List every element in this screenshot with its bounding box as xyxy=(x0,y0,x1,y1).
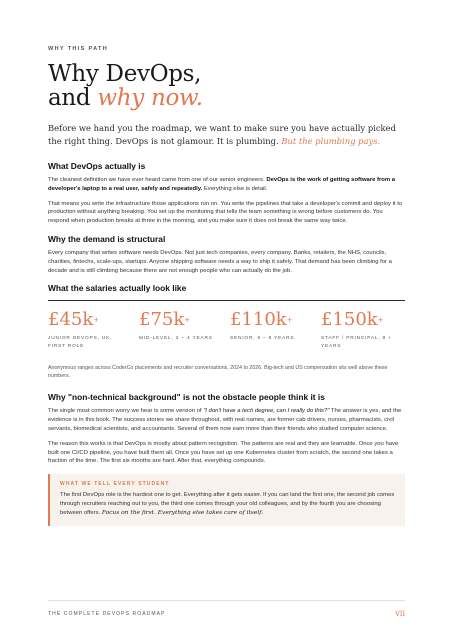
callout-text: The first DevOps role is the hardest one to get. Everything after it gets easier. If you can land the first one, the second job comes through recruiters reaching out to you, the third one comes through your old colleagues, and by the fourth you are choosing between offers. xyxy=(60,492,395,516)
callout-heading: WHAT WE TELL EVERY STUDENT xyxy=(60,481,170,488)
salary-grid xyxy=(48,309,405,350)
demand-paragraph: Every company that writes software needs DevOps. Not just tech companies, every company. Banks, retailers, the NHS, councils, charities, fintechs, scale-ups, startups. Anyone shipping software needs a way to ship it safely. That demand has been climbing for a decade and is still climbing because there are not enough people who can actually do the job. xyxy=(48,249,392,274)
non-technical-paragraph-1 xyxy=(48,407,405,433)
non-technical-paragraph-2: The reason this works is that DevOps is mostly about pattern recognition. The patterns are real and they are learnable. Once you have built one CI/CD pipeline, you have built them all. Once you have set up one Kubernetes cluster from scratch, the second one takes a fraction of the time. The first six months are hard. After that, everything compounds. xyxy=(48,440,399,465)
salary-amount: £150k xyxy=(321,309,378,331)
callout-emphasis: Focus on the first. Everything else takes care of itself. xyxy=(101,509,264,516)
section-eyebrow: WHY THIS PATH xyxy=(48,46,109,52)
salary-item xyxy=(230,309,314,350)
what-is-p1-bold: DevOps is the work of getting software from a developer's laptop to a real user, safely and repeatedly. xyxy=(48,177,396,192)
callout-paragraph xyxy=(60,491,395,517)
salary-label: STAFF / PRINCIPAL, 8 + YEARS xyxy=(321,336,392,349)
section-what-is xyxy=(48,161,405,226)
non-technical-p1-quote: "I don't have a tech degree, can I really do this?" xyxy=(203,408,330,415)
title-line-2-emphasis: why now. xyxy=(97,85,203,111)
title-line-2-plain: and xyxy=(48,85,98,111)
salary-item xyxy=(321,309,405,350)
section-demand xyxy=(48,234,405,275)
section-heading-what-is: What DevOps actually is xyxy=(48,161,146,171)
salary-label: SENIOR, 5 – 8 YEARS xyxy=(230,336,295,342)
page-number: vii xyxy=(395,609,405,618)
section-heading-non-technical: Why "non-technical background" is not the obstacle people think it is xyxy=(48,392,325,403)
salary-amount: £45k xyxy=(48,309,94,331)
salary-amount: £75k xyxy=(139,309,185,331)
salary-plus: + xyxy=(184,316,191,325)
salary-amount: £110k xyxy=(230,309,287,331)
section-salaries xyxy=(48,283,405,380)
page-title xyxy=(48,62,405,110)
salary-label: JUNIOR DEVOPS, UK, FIRST ROLE xyxy=(48,336,113,349)
lede-text: Before we hand you the roadmap, we want to make sure you have actually picked the right thing. DevOps is not glamour. It is plumbing. xyxy=(48,123,396,146)
what-is-paragraph-1 xyxy=(48,176,405,194)
section-non-technical xyxy=(48,392,405,466)
page-footer xyxy=(48,600,405,618)
title-line-1: Why DevOps, xyxy=(48,61,202,87)
non-technical-p1-before: The single most common worry we hear is some version of xyxy=(48,408,204,415)
what-is-paragraph-2: That means you write the infrastructure those applications run on. You write the pipelines that take a developer's commit and deploy it to production without anything breaking. You set up the monitoring that tells the team something is wrong before customers do. You respond when production breaks at three in the morning, and you make sure it does not break the same way twice. xyxy=(48,200,403,225)
salary-item xyxy=(139,309,223,350)
salary-plus: + xyxy=(286,316,293,325)
what-is-p1-after: Everything else is detail. xyxy=(202,185,268,192)
student-callout xyxy=(48,474,405,525)
salary-label: MID-LEVEL, 2 – 4 YEARS xyxy=(139,336,213,342)
salaries-divider xyxy=(48,300,405,301)
section-heading-salaries: What the salaries actually look like xyxy=(48,283,187,294)
salary-item xyxy=(48,309,132,350)
footer-book-title: THE COMPLETE DEVOPS ROADMAP xyxy=(48,610,166,617)
lede-paragraph xyxy=(48,122,405,147)
lede-emphasis: But the plumbing pays. xyxy=(281,135,381,146)
non-technical-p1-after: The answer is yes, and the evidence is in this book. The success stories we share throughout, with real names, are former cab drivers, nurses, pharmacists, civil servants, biomedical scientists, and accountants. Several of them now earn more than their friends who studied computer science. xyxy=(48,408,402,432)
salary-plus: + xyxy=(377,316,384,325)
salary-footnote: Anonymous ranges across CoderCo placements and recruiter conversations, 2024 to 2026. Big-tech and US compensation sits well above these numbers. xyxy=(48,365,388,380)
section-heading-demand: Why the demand is structural xyxy=(48,233,166,244)
salary-plus: + xyxy=(93,316,100,325)
what-is-p1-before: The cleanest definition we have ever heard came from one of our senior engineers. xyxy=(48,177,267,183)
